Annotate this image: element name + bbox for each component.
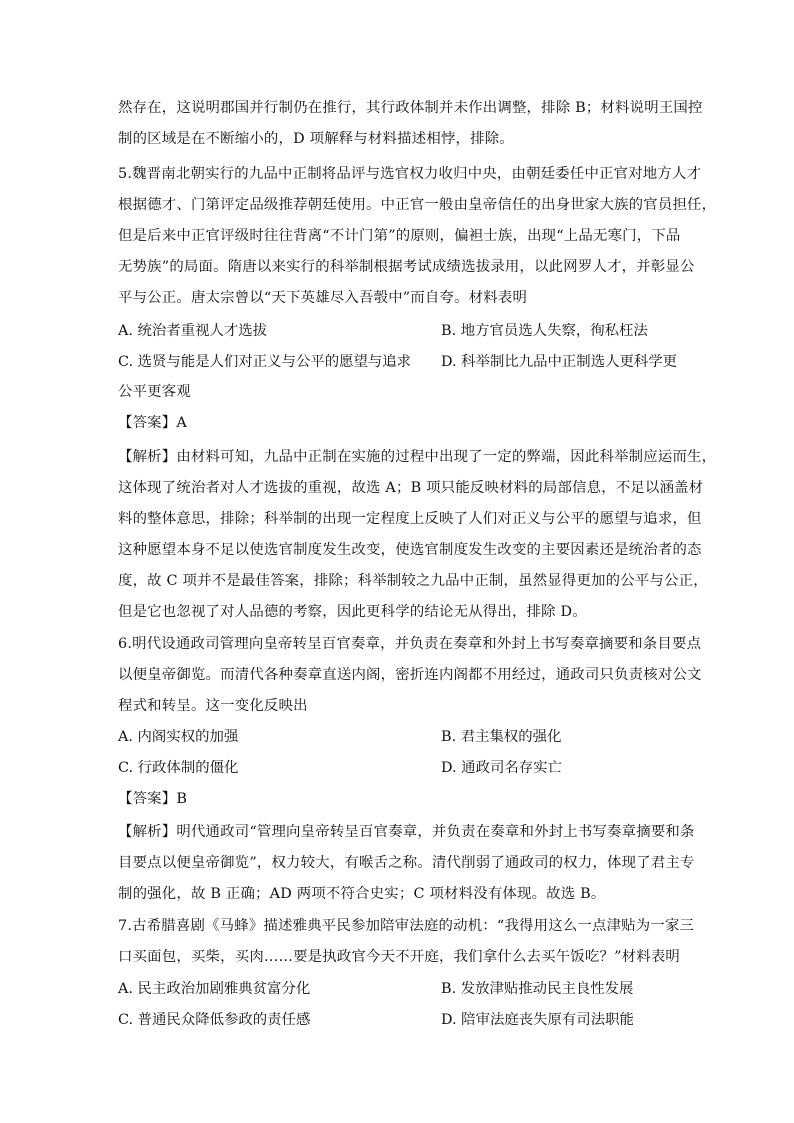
text-line: 这体现了统治者对人才选拔的重视，故选 A；B 项只能反映材料的局部信息，不足以涵盖材 xyxy=(118,480,704,496)
q7-option-d: D. 陪审法庭丧失原有司法职能 xyxy=(441,1012,634,1028)
text-line: 料的整体意思，排除；科举制的出现一定程度上反映了人们对正义与公平的愿望与追求，但 xyxy=(118,511,702,527)
q7-option-c: C. 普通民众降低参政的责任感 xyxy=(118,1012,311,1028)
explanation-5: 【解析】由材料可知，九品中正制在实施的过程中出现了一定的弊端，因此科举制应运而生， xyxy=(118,449,717,465)
q7-option-a: A. 民主政治加剧雅典贫富分化 xyxy=(118,981,311,997)
answer-label: 【答案】B xyxy=(118,791,188,807)
question-6-stem: 6.明代设通政司管理向皇帝转呈百官奏章，并负责在奏章和外封上书写奏章摘要和条目要点 xyxy=(118,636,702,652)
q7-option-b: B. 发放津贴推动民主良性发展 xyxy=(441,981,634,997)
text-line: 然存在，这说明郡国并行制仍在推行，其行政体制并未作出调整，排除 B；材料说明王国控 xyxy=(118,100,703,116)
text-line: 以便皇帝御览。而清代各种奏章直送内阁，密折连内阁都不用经过，通政司只负责核对公文 xyxy=(118,667,702,683)
q6-option-b: B. 君主集权的强化 xyxy=(441,729,562,745)
q6-option-d: D. 通政司名存实亡 xyxy=(441,760,562,776)
q5-option-c: C. 选贤与能是人们对正义与公平的愿望与追求 xyxy=(118,354,412,370)
text-line: 根据德才、门第评定品级推荐朝廷使用。中正官一般由皇帝信任的出身世家大族的官员担任， xyxy=(118,197,717,213)
text-line: 但是后来中正官评级时往往背离“不计门第”的原则，偏袒士族，出现“上品无寒门，下品 xyxy=(118,228,681,244)
text-line: 公平更客观 xyxy=(118,384,191,400)
text-line: 这种愿望本身不足以使选官制度发生改变，使选官制度发生改变的主要因素还是统治者的态 xyxy=(118,542,702,558)
text-line: 制的区域是在不断缩小的，D 项解释与材料描述相悖，排除。 xyxy=(118,131,514,147)
text-line: 但是它也忽视了对人品德的考察，因此更科学的结论无从得出，排除 D。 xyxy=(118,604,587,620)
q5-option-d: D. 科举制比九品中正制选人更科学更 xyxy=(441,354,678,370)
answer-label: 【答案】A xyxy=(118,415,187,431)
q6-option-a: A. 内阁实权的加强 xyxy=(118,729,239,745)
text-line: 目要点以便皇帝御览”，权力较大，有喉舌之称。清代削弱了通政司的权力，体现了君主专 xyxy=(118,855,695,871)
question-7-stem: 7.古希腊喜剧《马蜂》描述雅典平民参加陪审法庭的动机：“我得用这么一点津贴为一家三 xyxy=(118,918,695,934)
text-line: 程式和转呈。这一变化反映出 xyxy=(118,698,308,714)
text-line: 口买面包，买柴，买肉……要是执政官今天不开庭，我们拿什么去买午饭吃？”材料表明 xyxy=(118,949,681,965)
text-line: 平与公正。唐太宗曾以“天下英雄尽入吾彀中”而自夸。材料表明 xyxy=(118,290,528,306)
q5-option-a: A. 统治者重视人才选拔 xyxy=(118,323,268,339)
explanation-6: 【解析】明代通政司“管理向皇帝转呈百官奏章，并负责在奏章和外封上书写奏章摘要和条 xyxy=(118,824,695,840)
text-line: 度，故 C 项并不是最佳答案，排除；科举制较之九品中正制，虽然显得更加的公平与公正， xyxy=(118,573,708,589)
q6-option-c: C. 行政体制的僵化 xyxy=(118,760,239,776)
text-line: 无势族”的局面。隋唐以来实行的科举制根据考试成绩选拔录用，以此网罗人才，并彰显公 xyxy=(118,259,695,275)
text-line: 制的强化，故 B 正确；AD 两项不符合史实；C 项材料没有体现。故选 B。 xyxy=(118,886,606,902)
question-5-stem: 5.魏晋南北朝实行的九品中正制将品评与选官权力收归中央，由朝廷委任中正官对地方人才 xyxy=(118,166,702,182)
q5-option-b: B. 地方官员选人失察，徇私枉法 xyxy=(441,323,648,339)
